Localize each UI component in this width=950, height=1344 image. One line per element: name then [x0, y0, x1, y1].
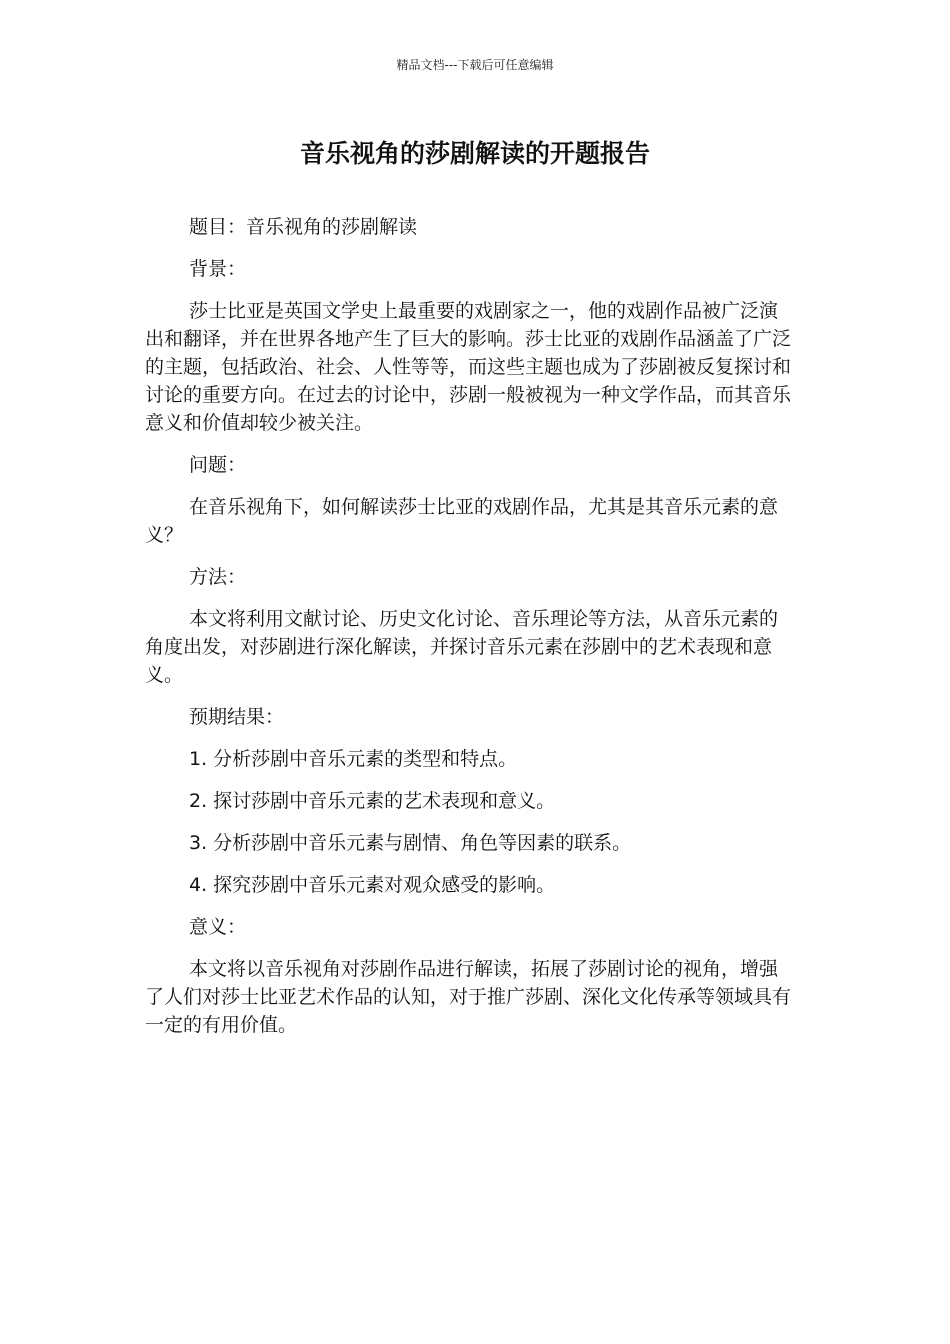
header-note: 精品文档---下载后可任意编辑 [396, 58, 554, 72]
background-heading: 背景： [189, 258, 247, 280]
significance-paragraph: 本文将以音乐视角对莎剧作品进行解读，拓展了莎剧讨论的视角，增强了人们对莎士比亚艺术作品的认知，对于推广莎剧、深化文化传承等领域具有一定的有用价值。 [145, 958, 792, 1036]
significance-heading: 意义： [189, 916, 247, 938]
result-item: 1. 分析莎剧中音乐元素的类型和特点。 [189, 748, 518, 770]
background-paragraph: 莎士比亚是英国文学史上最重要的戏剧家之一，他的戏剧作品被广泛演出和翻译，并在世界各地产生了巨大的影响。莎士比亚的戏剧作品涵盖了广泛的主题，包括政治、社会、人性等等，而这些主题也成为了莎剧被反复探讨和讨论的重要方向。在过去的讨论中，莎剧一般被视为一种文学作品，而其音乐意义和价值却较少被关注。 [145, 300, 792, 434]
results-heading: 预期结果： [189, 706, 285, 728]
result-item: 2. 探讨莎剧中音乐元素的艺术表现和意义。 [189, 790, 556, 812]
result-item: 3. 分析莎剧中音乐元素与剧情、角色等因素的联系。 [189, 832, 632, 854]
document-body [145, 213, 793, 1053]
question-paragraph: 在音乐视角下，如何解读莎士比亚的戏剧作品，尤其是其音乐元素的意义？ [145, 496, 779, 546]
question-heading: 问题： [189, 454, 247, 476]
document-title: 音乐视角的莎剧解读的开题报告 [299, 139, 650, 168]
method-paragraph: 本文将利用文献讨论、历史文化讨论、音乐理论等方法，从音乐元素的角度出发，对莎剧进行深化解读，并探讨音乐元素在莎剧中的艺术表现和意义。 [145, 608, 779, 686]
topic-line: 题目：音乐视角的莎剧解读 [189, 216, 418, 238]
method-heading: 方法： [189, 566, 247, 588]
result-item: 4. 探究莎剧中音乐元素对观众感受的影响。 [189, 874, 556, 896]
